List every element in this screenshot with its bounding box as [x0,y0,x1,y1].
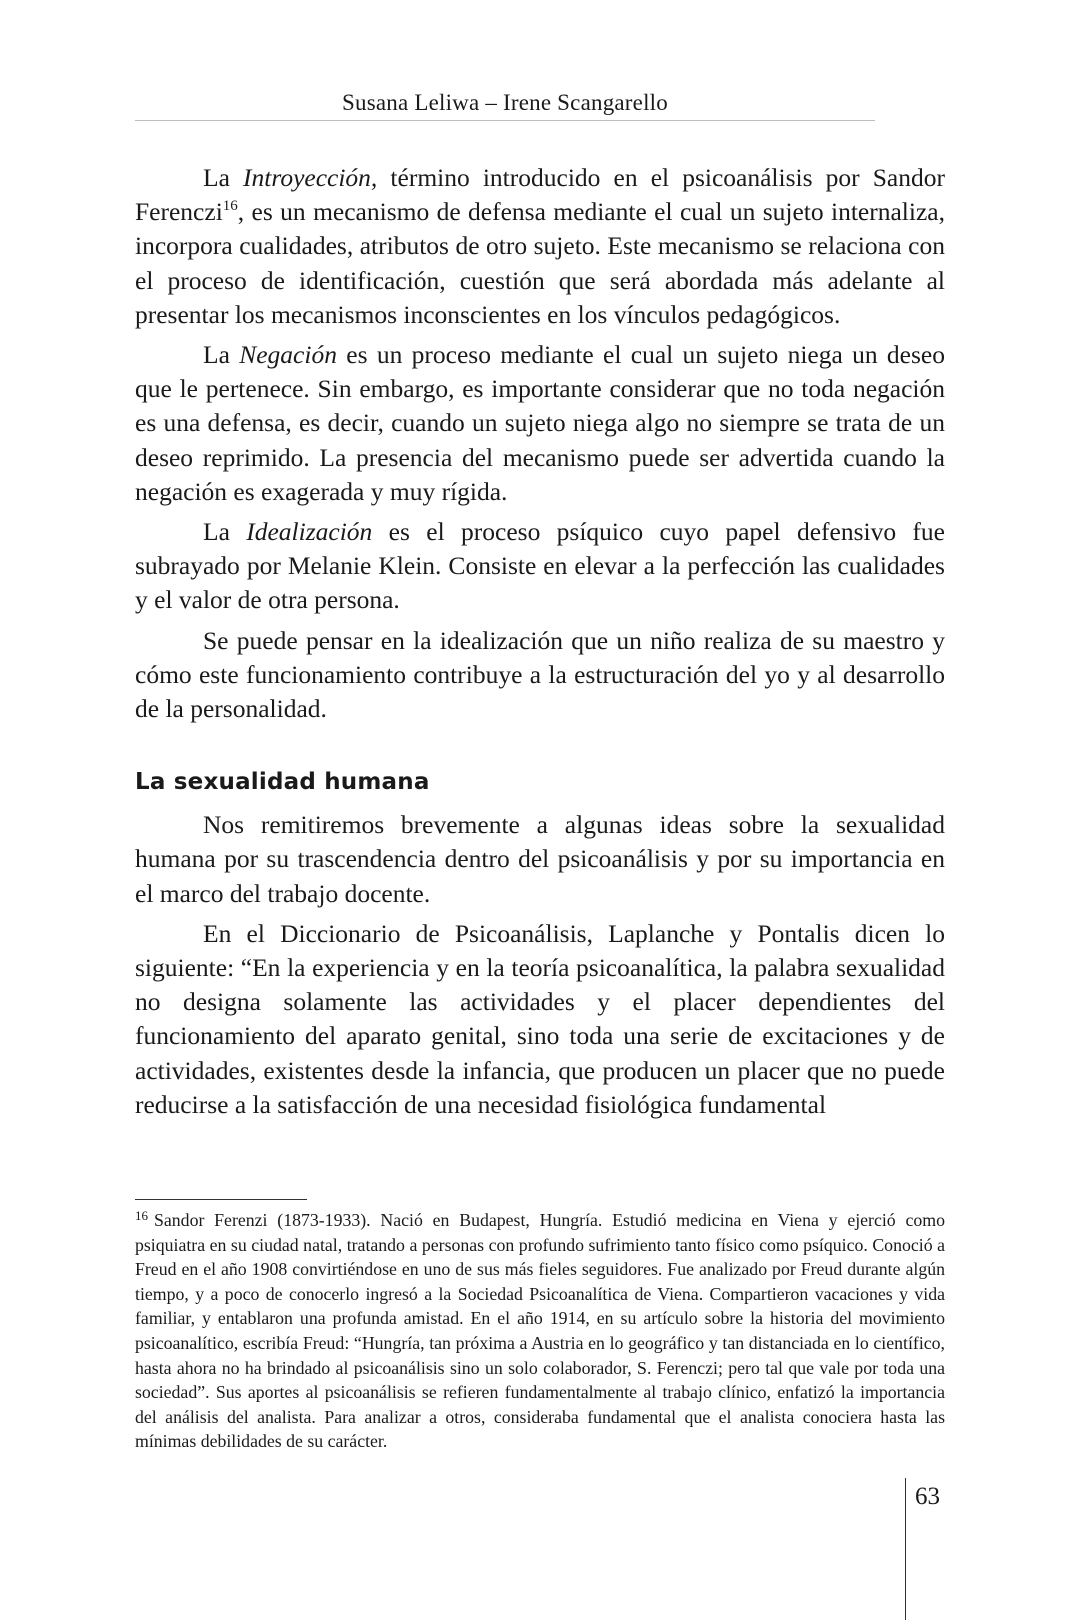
term-idealizacion: Idealización [246,517,373,547]
paragraph-lead: La [203,163,244,192]
paragraph-negacion [135,338,945,509]
paragraph-diccionario: En el Diccionario de Psicoanálisis, Laplanche y Pontalis dicen lo siguiente: “En la experiencia y en la teoría psicoanalítica, la palabra sexualidad no designa solamente las actividades y el placer dependientes del funcionamiento del aparato genital, sino toda una serie de excitaciones y de actividades, existentes desde la infancia, que producen un placer que no puede reducirse a la satisfacción de una necesidad fisiológica fundamental [135,918,945,1119]
page-number-rule [905,1478,906,1620]
paragraph-text: , es un mecanismo de defensa mediante el cual un sujeto internaliza, incorpora cualidades, atributos de otro sujeto. Este mecanismo se relaciona con el proceso de identificación, cuestión que será abordada más adelante al presentar los mecanismos inconscientes en los vínculos pedagógicos. [135,197,945,329]
term-introyeccion: Introyección, [243,163,378,192]
paragraph-lead: La [203,517,247,547]
paragraph-text: es el proceso psíquico cuyo papel defensivo fue subrayado por Melanie Klein. Consiste en elevar a la perfección las cualidades y el valor de otra persona. [135,517,945,615]
page-number: 63 [915,1483,940,1510]
paragraph-idealizacion [135,515,945,618]
paragraph-introyeccion [135,161,945,332]
running-header: Susana Leliwa – Irene Scangarello [342,90,668,115]
term-negacion: Negación [239,340,337,370]
footnote-rule [135,1199,307,1200]
paragraph-lead: La [203,340,240,370]
paragraph-text: es un proceso mediante el cual un sujeto niega un deseo que le pertenece. Sin embargo, es importante considerar que no toda negación es una defensa, es decir, cuando un sujeto niega algo no siempre se trata de un deseo reprimido. La presencia del mecanismo puede ser advertida cuando la negación es exagerada y muy rígida. [135,340,945,506]
section-heading: La sexualidad humana [135,769,430,796]
footnote-reference[interactable]: 16 [222,198,238,215]
footnote-text: Sandor Ferenzi (1873-1933). Nació en Budapest, Hungría. Estudió medicina en Viena y ejerció como psiquiatra en su ciudad natal, tratando a personas con profundo sufrimiento tanto físico como psíquico. Conoció a Freud en el año 1908 convirtiéndose en uno de sus más fieles seguidores. Fue analizado por Freud durante algún tiempo, y a poco de conocerlo ingresó a la Sociedad Psicoanalítica de Viena. Compartieron vacaciones y vida familiar, y entablaron una profunda amistad. En el año 1914, en su artículo sobre la historia del movimiento psicoanalítico, escribía Freud: “Hungría, tan próxima a Austria en lo geográfico y tan distanciada en lo científico, hasta ahora no ha brindado al psicoanálisis sino un solo colaborador, S. Ferenczi; pero tal que vale por toda una sociedad”. Sus aportes al psicoanálisis se refieren fundamentalmente al trabajo clínico, enfatizó la importancia del análisis del analista. Para analizar a otros, consideraba fundamental que el analista conociera hasta las mínimas debilidades de su carácter. [135,1210,945,1452]
paragraph-sexualidad-intro: Nos remitiremos brevemente a algunas ideas sobre la sexualidad humana por su trascendencia dentro del psicoanálisis y por su importancia en el marco del trabajo docente. [135,810,945,908]
footnote [135,1208,945,1454]
paragraph-maestro: Se puede pensar en la idealización que un niño realiza de su maestro y cómo este funcionamiento contribuye a la estructuración del yo y al desarrollo de la personalidad. [135,625,945,724]
body-text [135,161,945,1122]
paragraph-text: término introducido en el psicoanálisis por Sandor Ferenczi [135,163,945,227]
footnote-number: 16 [135,1208,148,1223]
header-rule [135,120,875,121]
